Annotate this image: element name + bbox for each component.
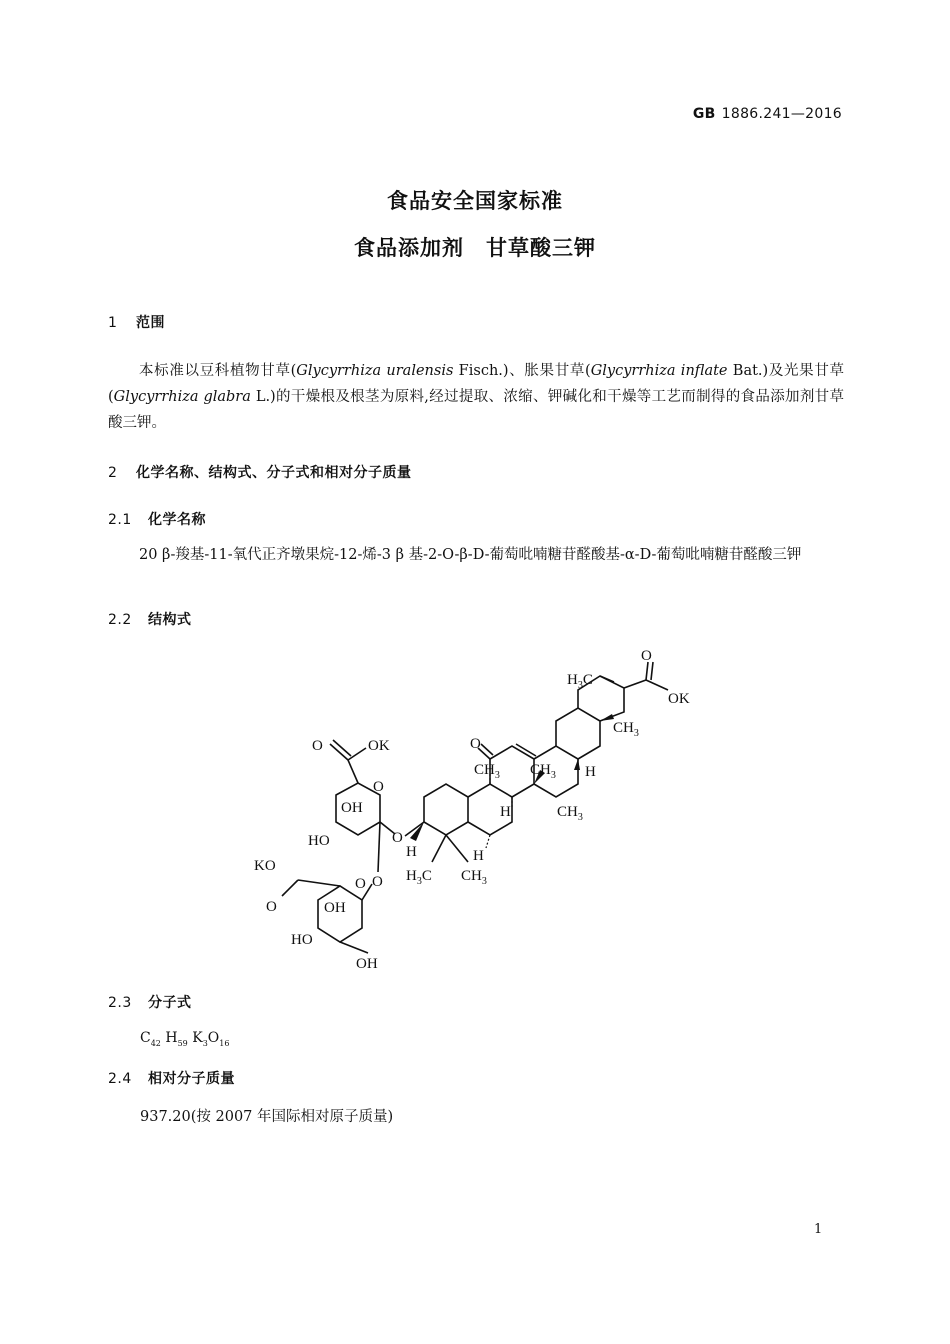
section-title: 化学名称 <box>148 512 206 528</box>
title-line-2: 食品添加剂 甘草酸三钾 <box>354 236 596 260</box>
methyl-label: $CH_3$ <box>613 720 639 739</box>
atom-count: 16 <box>219 1038 230 1048</box>
section-number: 2 <box>108 465 118 481</box>
hydroxyl-label: OH <box>356 956 378 972</box>
hydrogen-label: H <box>406 844 417 860</box>
hydrogen-label: H <box>473 848 484 864</box>
section-title: 化学名称、结构式、分子式和相对分子质量 <box>136 465 412 481</box>
text-run: L.)的干燥根及根茎为原料,经过提取、浓缩、钾碱化和干燥等工艺而制得的食品添加剂甘草酸三钾。 <box>108 389 844 431</box>
atom-count: 42 <box>150 1038 161 1048</box>
carbonyl-bond <box>651 662 653 680</box>
methyl-label: $CH_3$ <box>530 762 556 781</box>
section-2-4-heading <box>108 1068 235 1088</box>
text-run: Bat.)及光果甘草( <box>108 363 844 405</box>
hydrogen-label: H <box>585 764 596 780</box>
standard-number: 1886.241—2016 <box>721 106 842 122</box>
carboxyl-bond <box>348 748 366 760</box>
section-number: 2.2 <box>108 612 132 628</box>
ring-a <box>424 784 468 835</box>
text-run: Fisch.)、胀果甘草( <box>453 363 591 379</box>
methyl-bond <box>600 676 614 682</box>
hydroxyl-label: OH <box>324 900 346 916</box>
carboxyl-bond <box>298 880 340 886</box>
carbonyl-oxygen: O <box>266 899 277 915</box>
potassium-carboxylate: OK <box>368 738 390 754</box>
methyl-label: $CH_3$ <box>557 804 583 823</box>
methyl-label: $H_3C$ <box>406 868 432 887</box>
section-title: 相对分子质量 <box>148 1071 235 1087</box>
hydrogen-label: H <box>500 804 511 820</box>
potassium-carboxylate: OK <box>668 691 690 707</box>
glycoside-oxygen: O <box>392 830 403 846</box>
glycoside-oxygen: O <box>372 874 383 890</box>
species-name: Glycyrrhiza inflate <box>590 363 728 379</box>
atom-count: 59 <box>177 1038 188 1048</box>
molecular-mass: 937.20(按 2007 年国际相对原子质量) <box>140 1109 394 1125</box>
carbonyl-oxygen: O <box>312 738 323 754</box>
ketone-oxygen: O <box>470 736 481 752</box>
hydroxyl-label: OH <box>341 800 363 816</box>
ring-e <box>556 708 600 759</box>
title-line-1: 食品安全国家标准 <box>387 189 563 213</box>
methyl-label: $CH_3$ <box>461 868 487 887</box>
carboxyl-bond <box>624 680 646 688</box>
glycoside-bond <box>378 822 380 872</box>
potassium-carboxylate: KO <box>254 858 276 874</box>
element-symbol: K <box>192 1030 203 1046</box>
ring-oxygen: O <box>373 779 384 795</box>
text-run: 本标准以豆科植物甘草( <box>139 363 297 379</box>
section-number: 2.1 <box>108 512 132 528</box>
element-symbol: C <box>140 1030 151 1046</box>
standard-prefix: GB <box>692 106 716 122</box>
species-name: Glycyrrhiza uralensis <box>296 363 454 379</box>
molecular-formula <box>140 1030 229 1048</box>
element-symbol: O <box>207 1030 220 1046</box>
carbonyl-oxygen: O <box>641 648 652 664</box>
chemical-name: 20 β-羧基-11-氧代正齐墩果烷-12-烯-3 β 基-2-O-β-D-葡萄吡喃糖苷醛酸基-α-D-葡萄吡喃糖苷醛酸三钾 <box>139 547 802 563</box>
section-number: 2.3 <box>108 995 132 1011</box>
section-2-3-heading <box>108 992 192 1012</box>
section-title: 分子式 <box>148 995 192 1011</box>
species-name: Glycyrrhiza glabra <box>113 389 251 405</box>
section-title: 结构式 <box>148 612 192 628</box>
carbonyl-bond <box>282 880 298 896</box>
page-number: 1 <box>814 1222 823 1237</box>
atom-count: 3 <box>202 1038 208 1048</box>
hydroxyl-label: HO <box>291 932 313 948</box>
carboxyl-bond <box>646 680 668 690</box>
carbonyl-bond <box>646 662 648 680</box>
methyl-bond <box>432 835 446 862</box>
hydroxyl-bond <box>340 942 368 953</box>
ring-oxygen: O <box>355 876 366 892</box>
carboxyl-bond <box>348 760 358 783</box>
section-number: 1 <box>108 315 118 331</box>
section-title: 范围 <box>136 315 165 331</box>
element-symbol: H <box>165 1030 178 1046</box>
methyl-bond <box>446 835 468 862</box>
methyl-label: $CH_3$ <box>474 762 500 781</box>
hydroxyl-label: HO <box>308 833 330 849</box>
section-number: 2.4 <box>108 1071 132 1087</box>
methyl-label: $H_3C$ <box>567 672 593 691</box>
